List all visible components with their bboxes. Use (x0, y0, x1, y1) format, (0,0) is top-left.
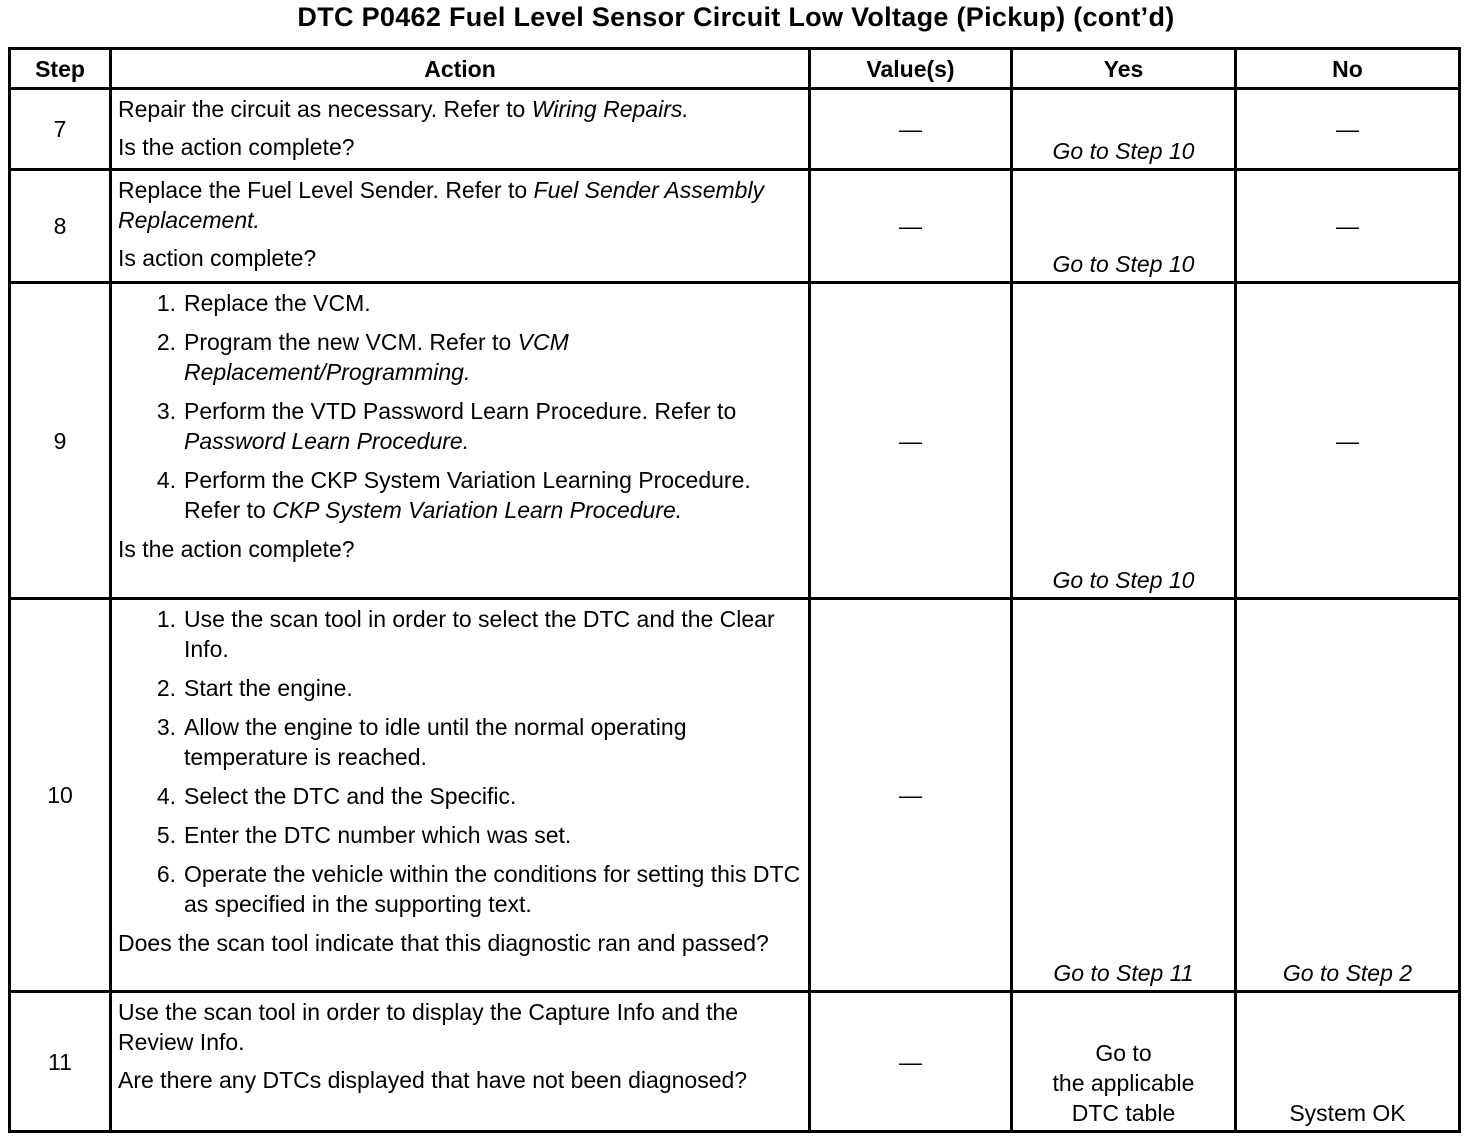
list-item: 4. Select the DTC and the Specific. (156, 783, 517, 809)
action-list (118, 604, 802, 919)
page-title: DTC P0462 Fuel Level Sensor Circuit Low Voltage (Pickup) (cont’d) (297, 2, 1175, 32)
list-item: 6. Operate the vehicle within the conditions for setting this DTC as specified in the supporting text. (156, 861, 801, 917)
header-yes: Yes (1012, 49, 1236, 89)
no-cell: System OK (1236, 992, 1460, 1132)
reference-link: Password Learn Procedure. (184, 428, 470, 454)
action-question: Does the scan tool indicate that this diagnostic ran and passed? (118, 930, 769, 956)
header-no: No (1236, 49, 1460, 89)
action-question: Are there any DTCs displayed that have not been diagnosed? (118, 1067, 748, 1093)
action-text: Replace the Fuel Level Sender. Refer to Fuel Sender Assembly Replacement. (118, 177, 765, 233)
reference-link: Wiring Repairs. (531, 96, 689, 122)
no-cell: — (1236, 89, 1460, 170)
list-item: 1. Use the scan tool in order to select the DTC and the Clear Info. (156, 606, 775, 662)
action-question: Is action complete? (118, 245, 317, 271)
action-cell (111, 992, 810, 1132)
action-cell (111, 283, 810, 599)
step-number: 7 (10, 89, 111, 170)
list-item: 3. Allow the engine to idle until the normal operating temperature is reached. (156, 714, 687, 770)
value-cell: — (810, 599, 1012, 992)
action-question: Is the action complete? (118, 134, 355, 160)
action-cell (111, 170, 810, 283)
yes-cell: Go to the applicable DTC table (1012, 992, 1236, 1132)
action-text: Use the scan tool in order to display the Capture Info and the Review Info. (118, 999, 739, 1055)
yes-cell: Go to Step 10 (1012, 89, 1236, 170)
step-number: 8 (10, 170, 111, 283)
list-item: 1. Replace the VCM. (156, 290, 371, 316)
value-cell: — (810, 89, 1012, 170)
table-row (10, 283, 1460, 599)
list-item: 3. Perform the VTD Password Learn Procedure. Refer to Password Learn Procedure. (156, 398, 737, 454)
reference-link: CKP System Variation Learn Procedure. (272, 497, 683, 523)
action-text: Repair the circuit as necessary. Refer to Wiring Repairs. (118, 96, 689, 122)
table-row (10, 89, 1460, 170)
no-cell: — (1236, 170, 1460, 283)
yes-cell: Go to Step 11 (1012, 599, 1236, 992)
header-row (10, 49, 1460, 89)
action-cell (111, 599, 810, 992)
list-item: 5. Enter the DTC number which was set. (156, 822, 572, 848)
header-step: Step (10, 49, 111, 89)
no-cell: Go to Step 2 (1236, 599, 1460, 992)
step-number: 9 (10, 283, 111, 599)
value-cell: — (810, 992, 1012, 1132)
reference-link: Fuel Sender Assembly Replacement. (118, 177, 765, 233)
list-item: 2. Program the new VCM. Refer to VCM Replacement/Programming. (156, 329, 569, 385)
table-row (10, 599, 1460, 992)
value-cell: — (810, 170, 1012, 283)
header-values: Value(s) (810, 49, 1012, 89)
action-question: Is the action complete? (118, 536, 355, 562)
step-number: 11 (10, 992, 111, 1132)
yes-cell: Go to Step 10 (1012, 170, 1236, 283)
table-row (10, 170, 1460, 283)
list-item: 4. Perform the CKP System Variation Learning Procedure. Refer to CKP System Variation Learn Procedure. (156, 467, 751, 523)
yes-cell: Go to Step 10 (1012, 283, 1236, 599)
value-cell: — (810, 283, 1012, 599)
action-cell (111, 89, 810, 170)
diagnostic-table (8, 47, 1461, 1133)
header-action: Action (111, 49, 810, 89)
action-list (118, 288, 802, 525)
table-row (10, 992, 1460, 1132)
list-item: 2. Start the engine. (156, 675, 353, 701)
no-cell: — (1236, 283, 1460, 599)
reference-link: VCM Replacement/Programming. (184, 329, 569, 385)
step-number: 10 (10, 599, 111, 992)
